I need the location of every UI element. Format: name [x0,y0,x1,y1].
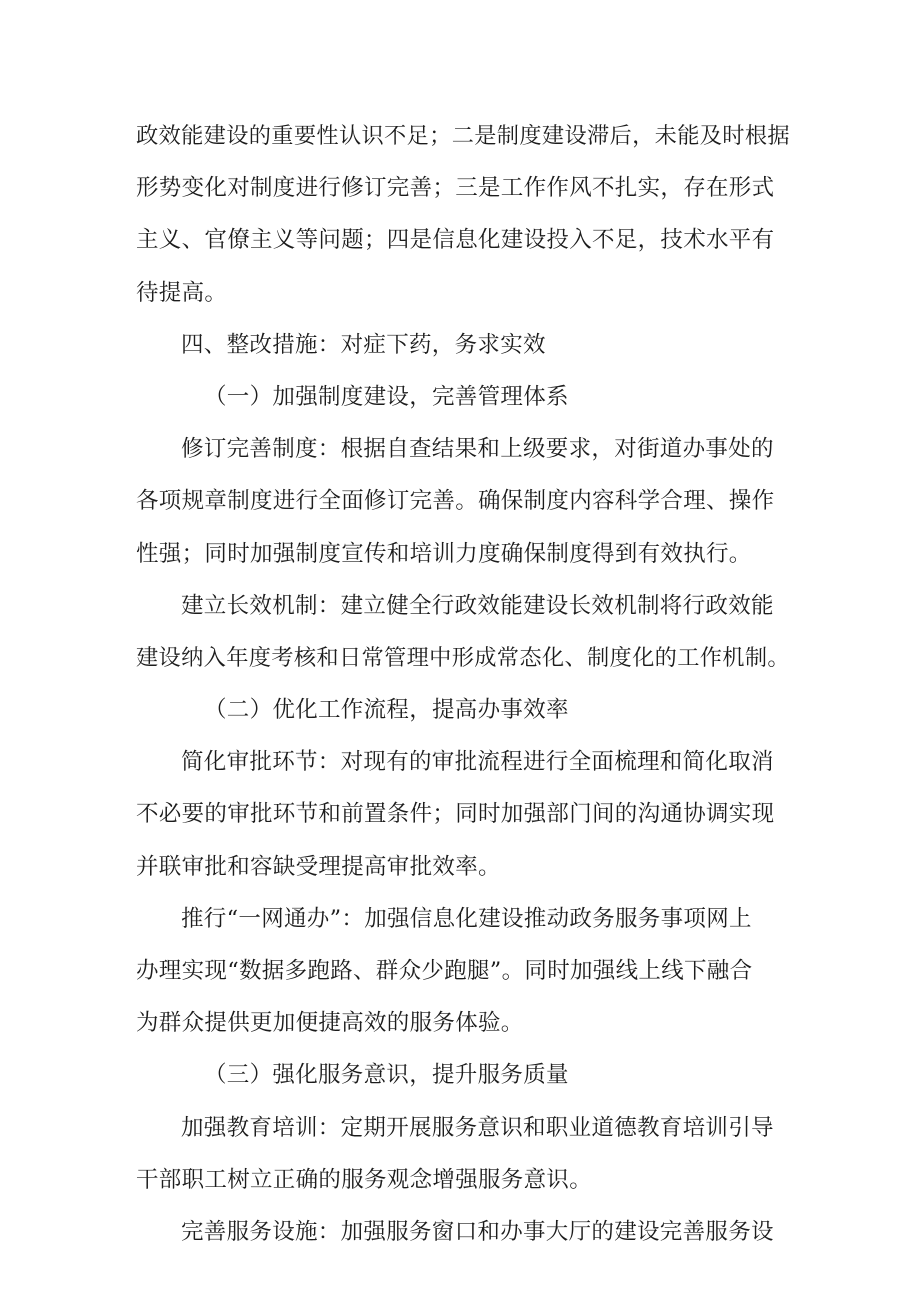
text-line: 简化审批环节：对现有的审批流程进行全面梳理和简化取消 [181,749,774,776]
text-line: 完善服务设施：加强服务窗口和办事大厅的建设完善服务设 [181,1218,774,1245]
text-line: 四、整改措施：对症下药，务求实效 [181,331,546,358]
text-line: 推行“一网通办”：加强信息化建设推动政务服务事项网上 [181,905,752,932]
text-line: 建立长效机制：建立健全行政效能建设长效机制将行政效能 [181,592,774,619]
text-line: 并联审批和容缺受理提高审批效率。 [136,853,501,880]
text-line: 干部职工树立正确的服务观念增强服务意识。 [136,1166,593,1193]
text-line: 加强教育培训：定期开展服务意识和职业道德教育培训引导 [181,1114,774,1141]
text-line: （二）优化工作流程，提高办事效率 [204,697,569,724]
text-line: 为群众提供更加便捷高效的服务体验。 [136,1010,524,1037]
text-line: 待提高。 [136,279,228,306]
text-line: （三）强化服务意识，提升服务质量 [204,1062,569,1089]
text-line: 形势变化对制度进行修订完善；三是工作作风不扎实，存在形式 [136,175,775,202]
text-line: （一）加强制度建设，完善管理体系 [204,383,569,410]
text-line: 修订完善制度：根据自查结果和上级要求，对街道办事处的 [181,436,774,463]
document-body [136,110,796,1258]
text-line: 办理实现“数据多跑路、群众少跑腿”。同时加强线上线下融合 [136,958,753,984]
text-line: 建设纳入年度考核和日常管理中形成常态化、制度化的工作机制。 [136,644,790,671]
text-line: 政效能建设的重要性认识不足；二是制度建设滞后，未能及时根据 [136,123,790,149]
text-line: 主义、官僚主义等问题；四是信息化建设投入不足，技术水平有 [136,227,775,254]
text-line: 性强；同时加强制度宣传和培训力度确保制度得到有效执行。 [136,540,752,567]
text-line: 各项规章制度进行全面修订完善。确保制度内容科学合理、操作 [136,488,775,515]
text-line: 不必要的审批环节和前置条件；同时加强部门间的沟通协调实现 [136,801,775,828]
